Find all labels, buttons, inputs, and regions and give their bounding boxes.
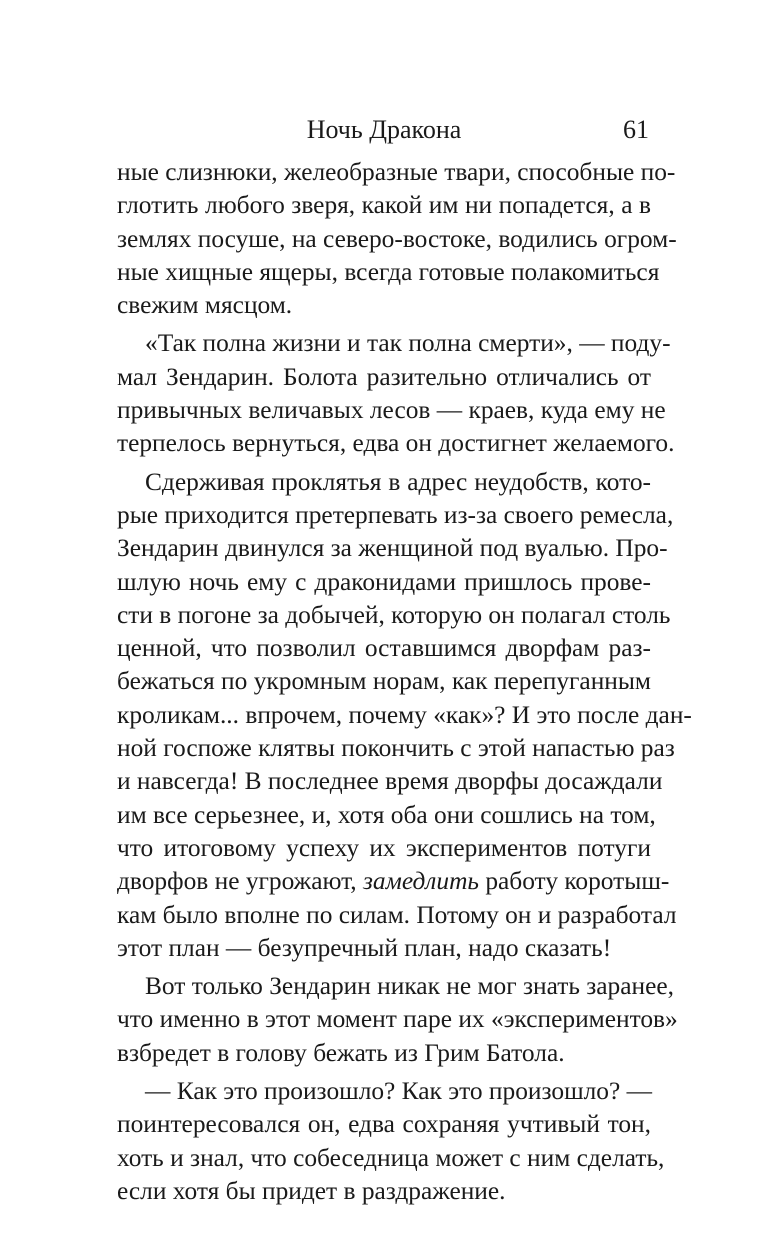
text-line: взбредет в голову бежать из Грим Батола. [117,1038,565,1067]
text-line: ные хищные ящеры, всегда готовые полакомиться [117,257,660,286]
text-line: что итоговому успеху их экспериментов потуги [117,833,651,862]
text-line: рые приходится претерпевать из-за своего ремесла, [117,500,674,529]
text-line: терпелось вернуться, едва он достигнет желаемого. [117,429,675,458]
emphasized-word: замедлить [363,867,479,896]
text-line: Сдерживая проклятья в адрес неудобств, кото- [145,467,651,496]
text-line: ные слизнюки, желеобразные твари, способные по- [117,158,676,186]
text-line: поинтересовался он, едва сохраняя учтивый тон, [117,1110,651,1139]
text-line: глотить любого зверя, какой им ни попадется, а в [117,191,651,220]
text-line: мал Зендарин. Болота разительно отличались от [117,362,651,391]
book-title: Ночь Дракона [306,115,462,144]
text-line: и навсегда! В последнее время дворфы досаждали [117,767,663,796]
text-line: этот план — безупречный план, надо сказать! [117,933,612,962]
text-line: привычных величавых лесов — краев, куда ему не [117,396,666,425]
text-line: «Так полна жизни и так полна смерти», — поду- [145,329,671,358]
text-line: им все серьезнее, и, хотя оба они сошлись на том, [117,800,656,829]
text-line: кроликам... впрочем, почему «как»? И это после дан- [117,700,692,729]
text-line: — Как это произошло? Как это произошло? — [145,1077,652,1106]
text-line: ной госпоже клятвы покончить с этой напастью раз [117,734,675,763]
book-page [117,112,692,1208]
text-line: свежим мясцом. [117,291,293,320]
text-fragment: дворфов не угрожают, [117,867,364,896]
page-number: 61 [623,115,649,144]
running-header [117,112,651,148]
text-line: кам было вполне по силам. Потому он и разработал [117,900,677,929]
text-line: землях посуше, на северо-востоке, водились огром- [117,224,677,253]
text-line: Зендарин двинулся за женщиной под вуалью. Про- [117,534,668,563]
text-line: бежаться по укромным норам, как перепуганным [117,667,651,696]
text-line: если хотя бы придет в раздражение. [117,1176,506,1205]
text-fragment: работу коротыш- [478,867,670,896]
text-line: ценной, что позволил оставшимся дворфам раз- [117,634,651,663]
text-line: что именно в этот момент паре их «экспериментов» [117,1005,678,1034]
body-text [117,156,692,1208]
text-line: сти в погоне за добычей, которую он полагал столь [117,600,671,629]
text-line-with-emphasis [117,865,670,898]
text-line: хоть и знал, что собеседница может с ним сделать, [117,1143,665,1172]
text-line: Вот только Зендарин никак не мог знать заранее, [145,972,674,1001]
text-line: шлую ночь ему с драконидами пришлось прове- [117,567,651,596]
